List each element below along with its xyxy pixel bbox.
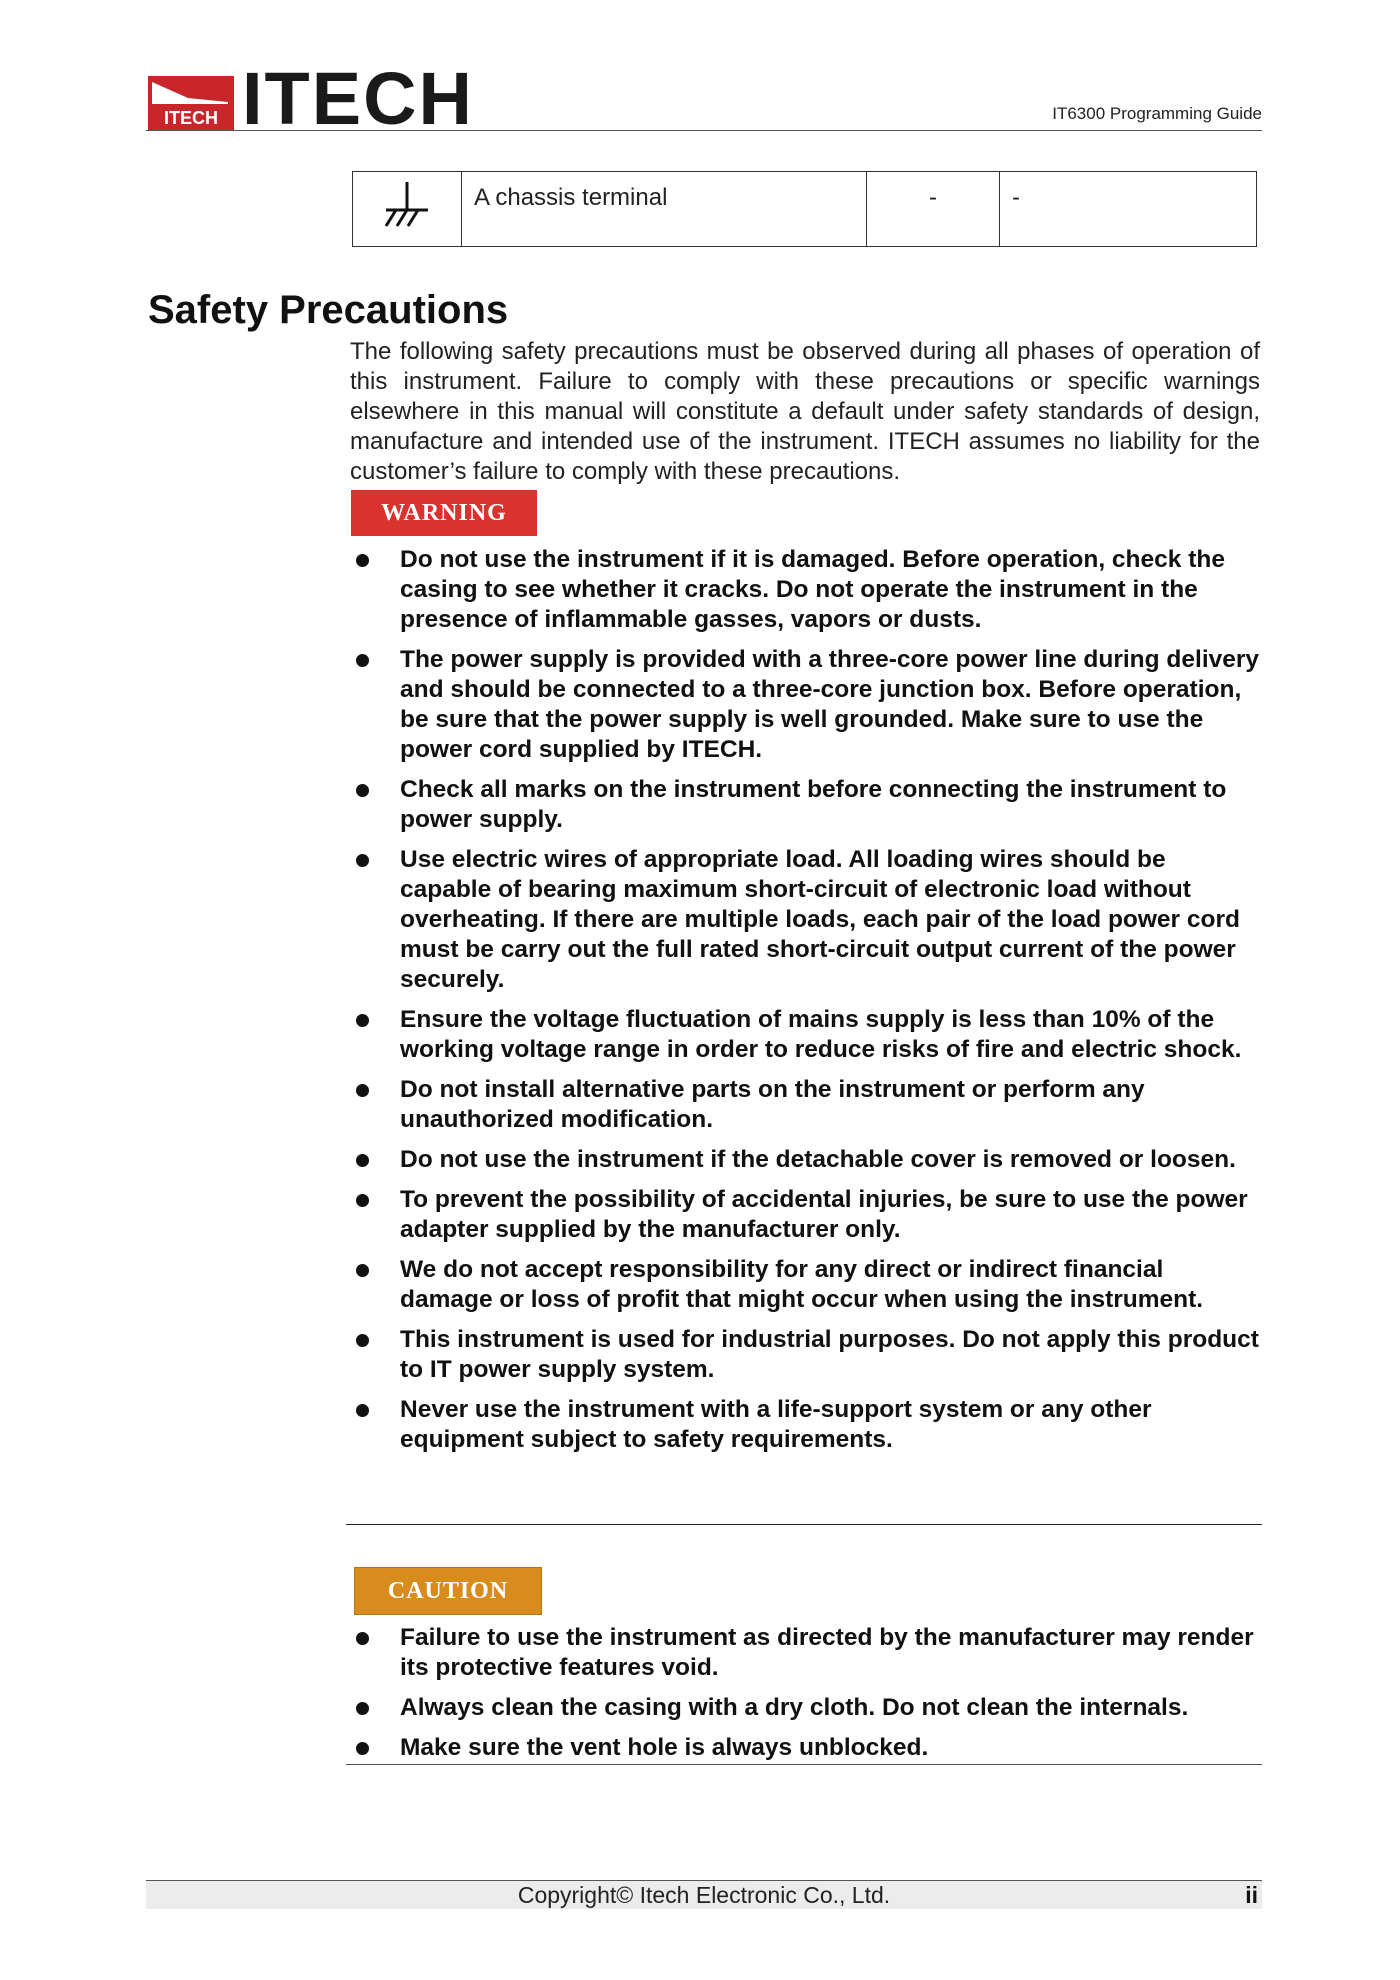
bullet-icon [356,1702,369,1715]
list-item [350,775,1262,835]
logo-wordmark: ITECH [242,57,474,140]
symbol-cell [353,172,462,247]
list-item-text: This instrument is used for industrial purposes. Do not apply this product to IT power supply system. [400,1326,1259,1383]
document-title: IT6300 Programming Guide [1052,104,1262,123]
symbol-col4: - [1000,172,1257,247]
bullet-icon [356,1014,369,1027]
bullet-icon [356,1084,369,1097]
list-item [350,1693,1262,1723]
page-footer [146,1880,1262,1909]
list-item [350,1325,1262,1385]
bullet-icon [356,1264,369,1277]
symbol-table [352,171,1257,247]
caution-divider [346,1764,1262,1765]
list-item-text: Always clean the casing with a dry cloth. Do not clean the internals. [400,1694,1189,1721]
bullet-icon [356,1194,369,1207]
warning-list [350,545,1262,1465]
table-row [353,172,1257,247]
itech-logo [148,57,474,140]
list-item [350,1145,1262,1175]
list-item-text: Failure to use the instrument as directed by the manufacturer may render its protective features void. [400,1624,1254,1681]
bullet-icon [356,1404,369,1417]
page-header [146,57,1262,140]
list-item-text: Make sure the vent hole is always unblocked. [400,1734,929,1761]
list-item [350,1395,1262,1455]
caution-badge: CAUTION [354,1567,542,1615]
list-item-text: Do not use the instrument if it is damaged. Before operation, check the casing to see whether it cracks. Do not operate the instrument in the presence of inflammable gasses, vapors or dusts. [400,546,1225,633]
bullet-icon [356,1334,369,1347]
copyright-text: Copyright© Itech Electronic Co., Ltd. [517,1882,891,1908]
list-item [350,1255,1262,1315]
list-item-text: We do not accept responsibility for any direct or indirect financial damage or loss of profit that might occur when using the instrument. [400,1256,1204,1313]
list-item [350,1185,1262,1245]
warning-badge: WARNING [351,490,537,536]
list-item-text: The power supply is provided with a three-core power line during delivery and should be connected to a three-core junction box. Before operation, be sure that the power supply is well grounded. Make sure to use the power cord supplied by ITECH. [400,646,1260,763]
list-item [350,545,1262,635]
list-item-text: Never use the instrument with a life-support system or any other equipment subject to safety requirements. [400,1396,1152,1453]
bullet-icon [356,1742,369,1755]
list-item [350,645,1262,765]
list-item [350,1075,1262,1135]
list-item [350,1623,1262,1683]
list-item-text: Do not use the instrument if the detachable cover is removed or loosen. [400,1146,1236,1173]
caution-list [350,1623,1262,1773]
list-item-text: Use electric wires of appropriate load. All loading wires should be capable of bearing maximum short-circuit of electronic load without overheating. If there are multiple loads, each pair of the load power cord must be carry out the full rated short-circuit output current of the power securely. [400,846,1240,993]
itech-logo-mark [148,76,234,130]
list-item-text: To prevent the possibility of accidental injuries, be sure to use the power adapter supplied by the manufacturer only. [400,1186,1248,1243]
symbol-col3: - [867,172,1000,247]
intro-paragraph: The following safety precautions must be observed during all phases of operation of this instrument. Failure to comply with these precautions or specific warnings elsewhere in this manual will constitute a default under safety standards of design, manufacture and intended use of the instrument. ITECH assumes no liability for the customer’s failure to comply with these precautions. [350,338,1260,485]
bullet-icon [356,554,369,567]
list-item [350,1733,1262,1763]
list-item [350,1005,1262,1065]
list-item [350,845,1262,995]
bullet-icon [356,854,369,867]
warning-divider [346,1524,1262,1525]
chassis-terminal-icon [372,176,442,236]
list-item-text: Ensure the voltage fluctuation of mains supply is less than 10% of the working voltage range in order to reduce risks of fire and electric shock. [400,1006,1242,1063]
logo-badge-text: ITECH [164,108,218,128]
list-item-text: Do not install alternative parts on the instrument or perform any unauthorized modification. [400,1076,1145,1133]
list-item-text: Check all marks on the instrument before connecting the instrument to power supply. [400,776,1227,833]
symbol-description: A chassis terminal [462,172,867,247]
section-title: Safety Precautions [148,288,509,332]
bullet-icon [356,784,369,797]
bullet-icon [356,654,369,667]
page-number: ii [1245,1882,1258,1908]
bullet-icon [356,1154,369,1167]
bullet-icon [356,1632,369,1645]
